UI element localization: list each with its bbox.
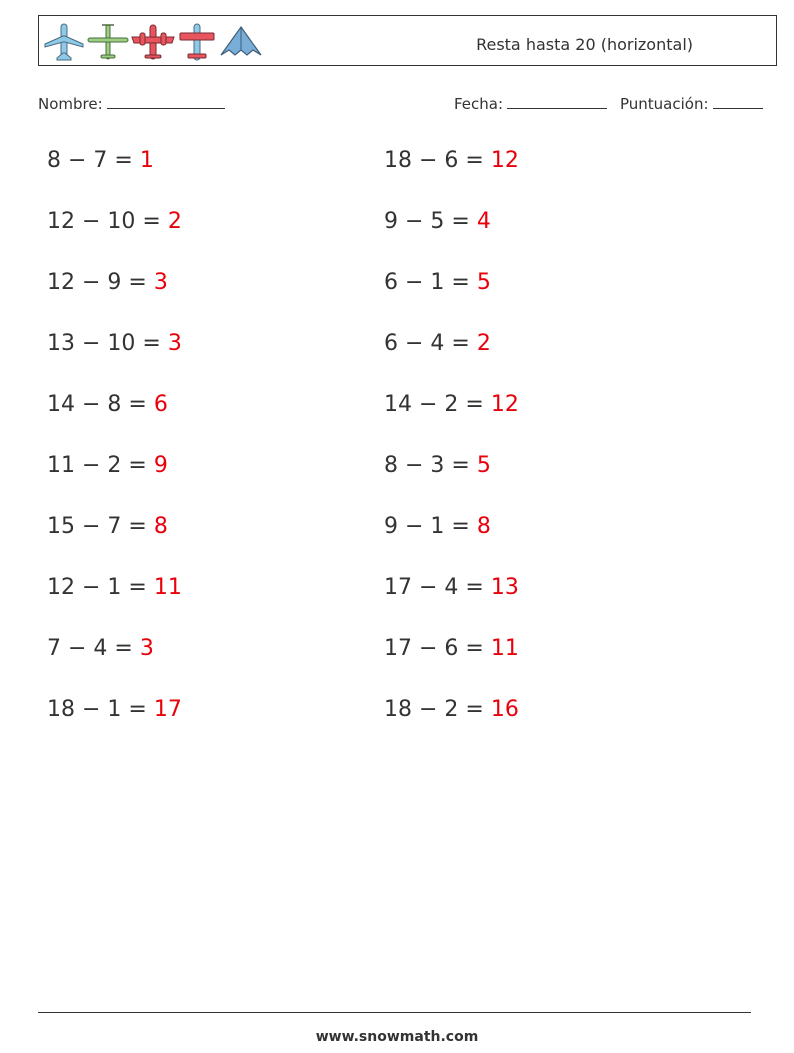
problem-right-4 — [384, 331, 491, 356]
question: 12 − 9 = — [47, 270, 154, 295]
airliner-icon — [43, 22, 85, 62]
problem-left-5 — [47, 392, 168, 417]
answer: 17 — [153, 697, 182, 722]
header-box — [38, 15, 777, 66]
answer: 3 — [139, 636, 154, 661]
answer: 11 — [490, 636, 519, 661]
question: 8 − 3 = — [384, 453, 477, 478]
problem-right-1 — [384, 148, 519, 173]
name-field — [38, 93, 225, 113]
answer: 9 — [153, 453, 168, 478]
answer: 12 — [490, 148, 519, 173]
question: 9 − 5 = — [384, 209, 477, 234]
question: 12 − 10 = — [47, 209, 168, 234]
answer: 8 — [476, 514, 491, 539]
score-label: Puntuación: — [620, 95, 709, 113]
problem-left-10 — [47, 697, 182, 722]
question: 14 − 8 = — [47, 392, 154, 417]
score-line — [713, 93, 763, 109]
question: 15 − 7 = — [47, 514, 154, 539]
problem-left-3 — [47, 270, 168, 295]
question: 13 − 10 = — [47, 331, 168, 356]
problem-left-1 — [47, 148, 154, 173]
problem-right-8 — [384, 575, 519, 600]
question: 17 − 6 = — [384, 636, 491, 661]
red-biplane-icon — [177, 22, 217, 62]
answer: 8 — [153, 514, 168, 539]
problem-right-2 — [384, 209, 491, 234]
name-label: Nombre: — [38, 95, 103, 113]
question: 6 − 4 = — [384, 331, 477, 356]
problem-left-2 — [47, 209, 182, 234]
problem-right-6 — [384, 453, 491, 478]
answer: 11 — [153, 575, 182, 600]
header-icons — [43, 22, 263, 62]
answer: 1 — [139, 148, 154, 173]
score-field — [620, 93, 763, 113]
answer: 6 — [153, 392, 168, 417]
problem-right-3 — [384, 270, 491, 295]
problem-left-8 — [47, 575, 182, 600]
question: 7 − 4 = — [47, 636, 140, 661]
answer: 12 — [490, 392, 519, 417]
problem-left-4 — [47, 331, 182, 356]
answer: 3 — [167, 331, 182, 356]
propeller-plane-icon — [87, 22, 129, 62]
answer: 13 — [490, 575, 519, 600]
problem-right-7 — [384, 514, 491, 539]
question: 11 − 2 = — [47, 453, 154, 478]
problem-left-6 — [47, 453, 168, 478]
answer: 2 — [476, 331, 491, 356]
red-twin-engine-plane-icon — [131, 22, 175, 62]
question: 12 − 1 = — [47, 575, 154, 600]
answer: 3 — [153, 270, 168, 295]
problem-left-9 — [47, 636, 154, 661]
problem-right-10 — [384, 697, 519, 722]
question: 17 − 4 = — [384, 575, 491, 600]
answer: 2 — [167, 209, 182, 234]
footer-site: www.snowmath.com — [315, 1029, 479, 1045]
question: 14 − 2 = — [384, 392, 491, 417]
date-line — [507, 93, 607, 109]
question: 6 − 1 = — [384, 270, 477, 295]
question: 8 − 7 = — [47, 148, 140, 173]
problem-right-5 — [384, 392, 519, 417]
name-line — [107, 93, 225, 109]
answer: 5 — [476, 453, 491, 478]
date-label: Fecha: — [454, 95, 504, 113]
question: 18 − 2 = — [384, 697, 491, 722]
answer: 16 — [490, 697, 519, 722]
stealth-bomber-icon — [219, 22, 263, 62]
question: 9 − 1 = — [384, 514, 477, 539]
date-field — [454, 93, 607, 113]
question: 18 − 6 = — [384, 148, 491, 173]
problem-left-7 — [47, 514, 168, 539]
problem-right-9 — [384, 636, 519, 661]
answer: 4 — [476, 209, 491, 234]
answer: 5 — [476, 270, 491, 295]
footer-divider — [38, 1012, 751, 1013]
worksheet-title: Resta hasta 20 (horizontal) — [476, 35, 693, 54]
question: 18 − 1 = — [47, 697, 154, 722]
